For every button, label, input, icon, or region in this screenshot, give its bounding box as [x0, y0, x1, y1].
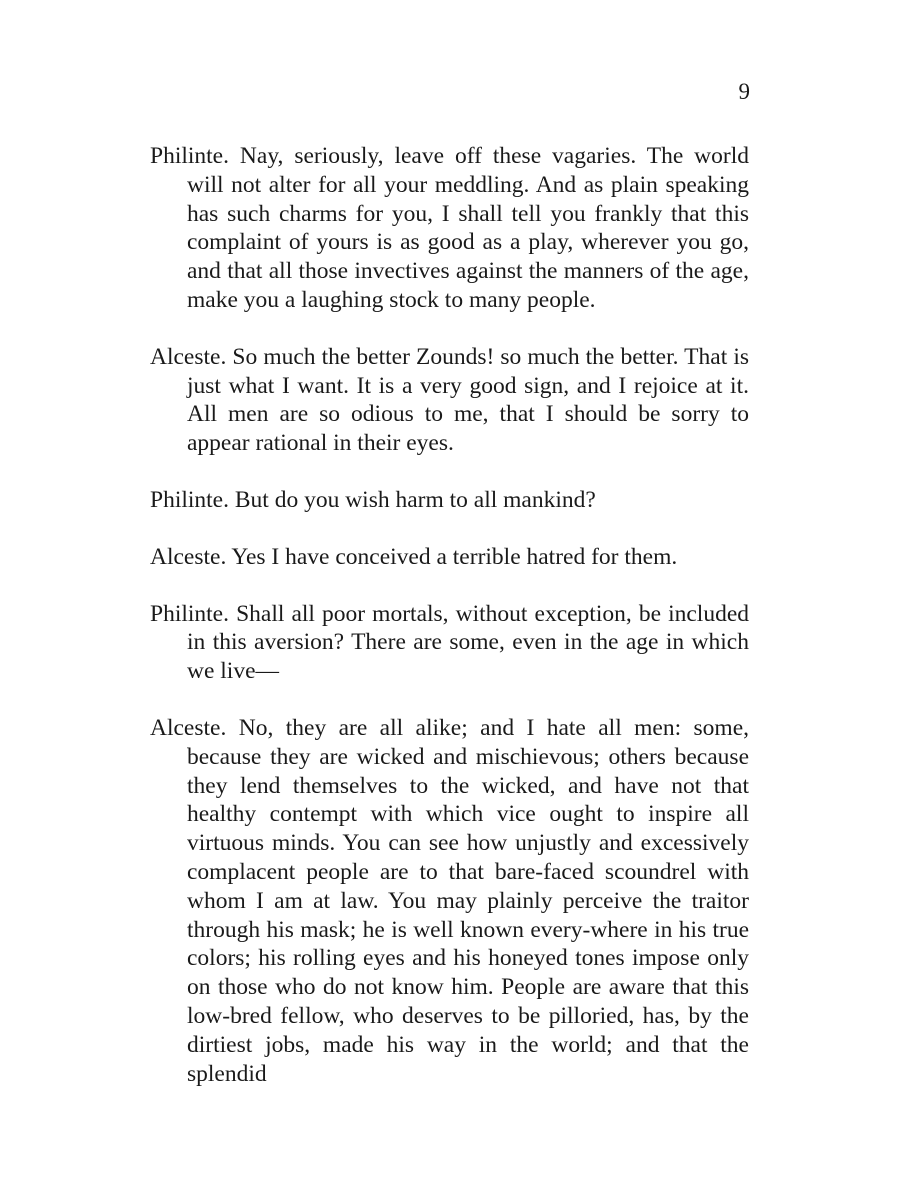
dialogue-paragraph-alceste-2: Alceste. Yes I have conceived a terrible hatred for them.: [150, 543, 678, 570]
dialogue-paragraph-alceste-1: Alceste. So much the better Zounds! so much the better. That is just what I want. It is a very good sign, and I rejoice at it. All men are so odious to me, that I should be sorry to appear rational in their eyes.: [150, 343, 749, 457]
page-number: 9: [738, 79, 750, 104]
dialogue-paragraph-alceste-3: Alceste. No, they are all alike; and I hate all men: some, because they are wicked and mischievous; others because they lend themselves to the wicked, and have not that healthy contempt with which vice ought to inspire all virtuous minds. You can see how unjustly and excessively complacent people are to that bare-faced scoundrel with whom I am at law. You may plainly perceive the traitor through his mask; he is well known every-where in his true colors; his rolling eyes and his honeyed tones impose only on those who do not know him. People are aware that this low-bred fellow, who deserves to be pilloried, has, by the dirtiest jobs, made his way in the world; and that the splendid: [150, 714, 749, 1087]
dialogue-paragraph-philinte-3: Philinte. Shall all poor mortals, without exception, be included in this aversion? There are some, even in the age in which we live—: [150, 600, 749, 685]
dialogue-body: [150, 142, 749, 1116]
dialogue-paragraph-philinte-2: Philinte. But do you wish harm to all mankind?: [150, 486, 596, 513]
dialogue-paragraph-philinte-1: Philinte. Nay, seriously, leave off these vagaries. The world will not alter for all your meddling. And as plain speaking has such charms for you, I shall tell you frankly that this complaint of yours is as good as a play, wherever you go, and that all those invectives against the manners of the age, make you a laughing stock to many people.: [150, 143, 749, 313]
